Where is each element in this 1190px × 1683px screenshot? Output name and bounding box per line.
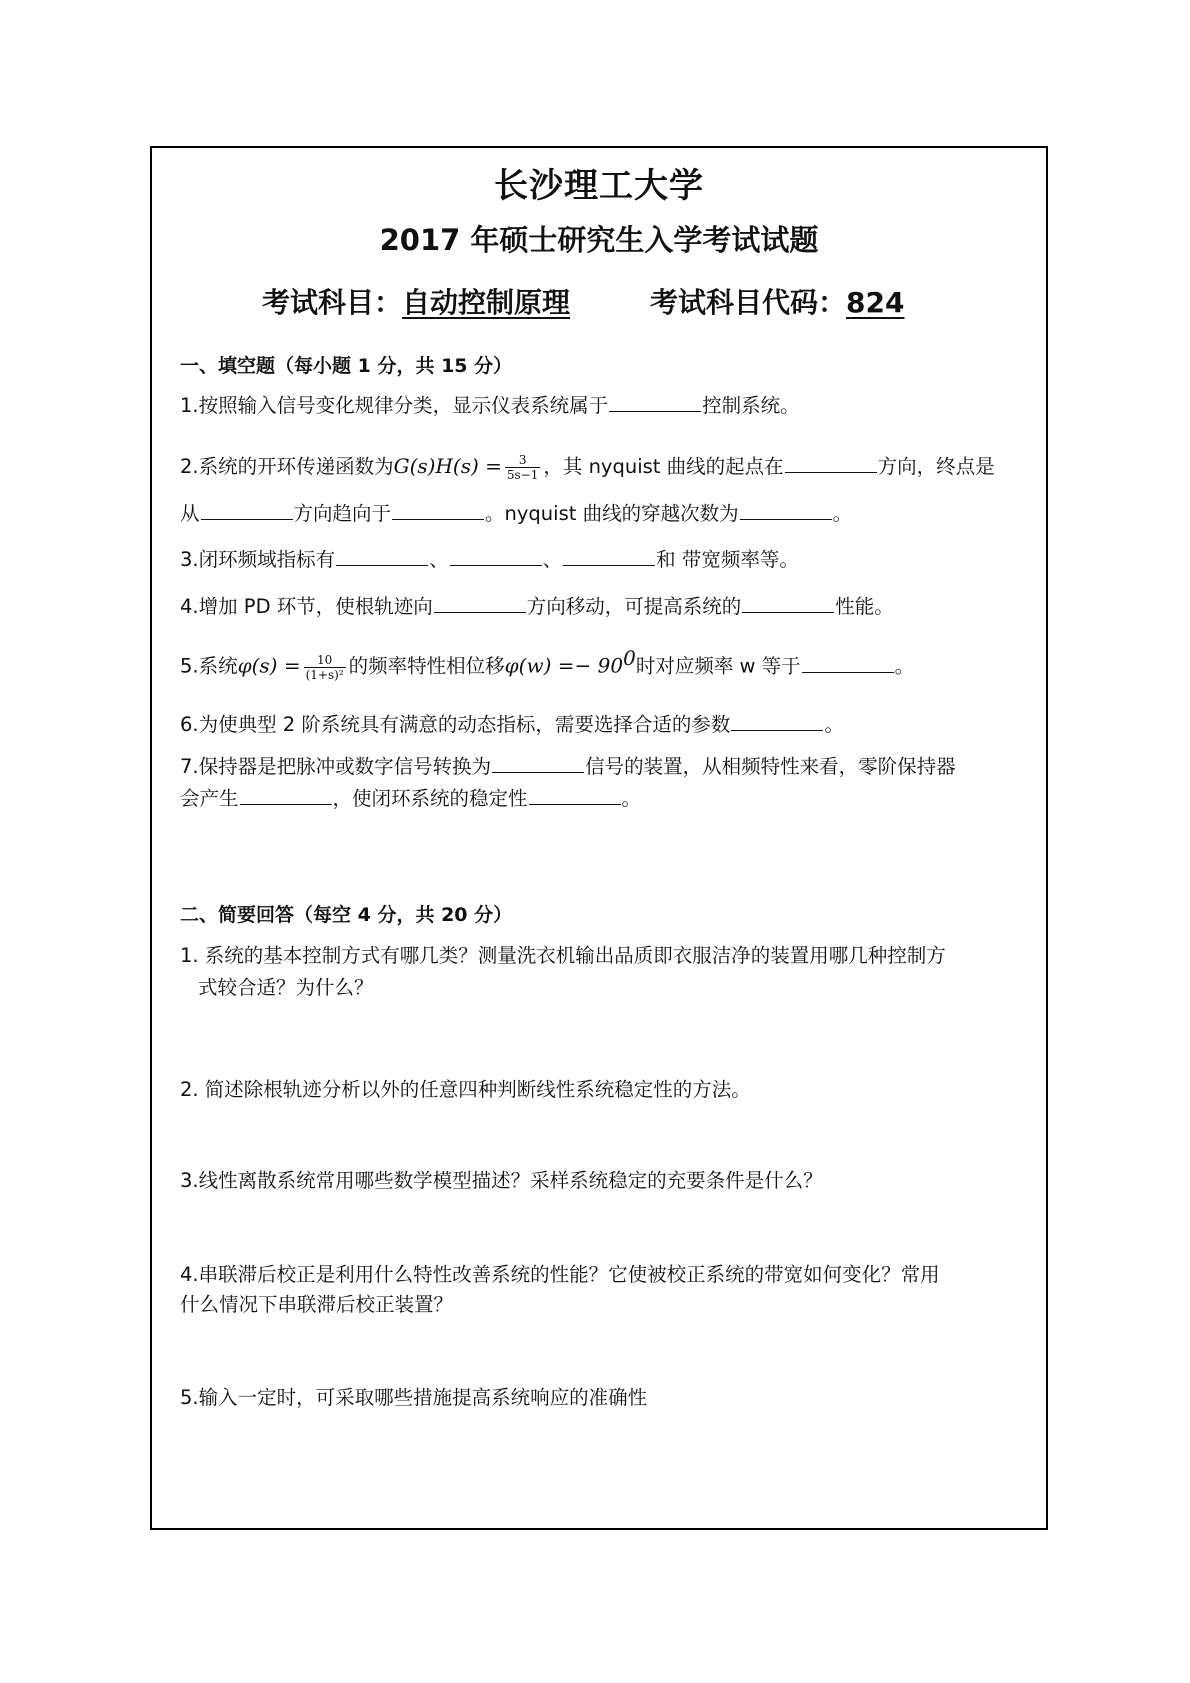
s1-question-2-line1: 2.系统的开环传递函数为G(s)H(s) = $\frac{3}{5s-1}$ ，其 nyquist 曲线的起点在 方向，终点是 <box>180 453 995 482</box>
answer-blank <box>336 547 428 566</box>
answer-blank <box>802 654 894 673</box>
s2-question-4-line2: 什么情况下串联滞后校正装置？ <box>180 1293 454 1316</box>
transfer-function: G(s)H(s) = <box>393 454 502 478</box>
university-title: 长沙理工大学 <box>494 166 704 206</box>
fraction: $\frac{3}{5s-1}$ <box>506 453 539 482</box>
answer-blank <box>240 786 332 805</box>
section1-heading: 一、填空题（每小题 1 分，共 15 分） <box>180 355 513 377</box>
s2-question-1-line1: 1. 系统的基本控制方式有哪几类？测量洗衣机输出品质即衣服洁净的装置用哪几种控制方 <box>180 944 946 967</box>
answer-blank <box>785 454 877 473</box>
answer-blank <box>563 547 655 566</box>
answer-blank <box>529 786 621 805</box>
subject-name: 自动控制原理 <box>402 286 571 319</box>
s1-question-1: 1.按照输入信号变化规律分类，显示仪表系统属于 控制系统。 <box>180 394 800 417</box>
subject-line <box>262 281 905 321</box>
answer-blank <box>450 547 542 566</box>
s1-question-2-line2: 从 方向趋向于 。nyquist 曲线的穿越次数为 。 <box>180 502 853 525</box>
answer-blank <box>392 501 484 520</box>
answer-blank <box>740 501 832 520</box>
code-label: 考试科目代码： <box>650 286 847 319</box>
s2-question-4-line1: 4.串联滞后校正是利用什么特性改善系统的性能？它使被校正系统的带宽如何变化？常用 <box>180 1263 940 1286</box>
code-value: 824 <box>846 286 905 319</box>
s1-question-7-line1: 7.保持器是把脉冲或数字信号转换为 信号的装置，从相频特性来看，零阶保持器 <box>180 755 956 778</box>
s1-question-3: 3.闭环频域指标有 、 、 和 带宽频率等。 <box>180 548 799 571</box>
answer-blank <box>742 594 834 613</box>
s2-question-1-line2: 式较合适？为什么？ <box>198 976 374 999</box>
subject-label: 考试科目： <box>262 286 403 319</box>
answer-blank <box>492 754 584 773</box>
section2-heading: 二、简要回答（每空 4 分，共 20 分） <box>180 904 513 926</box>
s2-question-5: 5.输入一定时，可采取哪些措施提高系统响应的准确性 <box>180 1386 648 1409</box>
exam-border <box>150 146 1048 1530</box>
fraction: $\frac{10}{\text{(1+s)²}}$ <box>305 652 344 682</box>
s2-question-3: 3.线性离散系统常用哪些数学模型描述？采样系统稳定的充要条件是什么？ <box>180 1169 823 1192</box>
answer-blank <box>731 712 823 731</box>
answer-blank <box>201 501 293 520</box>
s1-question-5: 5.系统φ(s) = $\frac{10}{\text{(1+s)²}}$ 的频率特性相位移$\varphi(w) =- 90^0$时对应频率 w 等于 。 <box>180 646 915 682</box>
s1-question-7-line2: 会产生 ，使闭环系统的稳定性 。 <box>180 787 642 810</box>
s1-question-6: 6.为使典型 2 阶系统具有满意的动态指标，需要选择合适的参数 。 <box>180 713 844 736</box>
answer-blank <box>609 393 701 412</box>
s2-question-2: 2. 简述除根轨迹分析以外的任意四种判断线性系统稳定性的方法。 <box>180 1078 751 1101</box>
exam-title: 2017 年硕士研究生入学考试试题 <box>379 223 819 257</box>
s1-question-4: 4.增加 PD 环节，使根轨迹向 方向移动，可提高系统的 性能。 <box>180 595 894 618</box>
answer-blank <box>434 594 526 613</box>
